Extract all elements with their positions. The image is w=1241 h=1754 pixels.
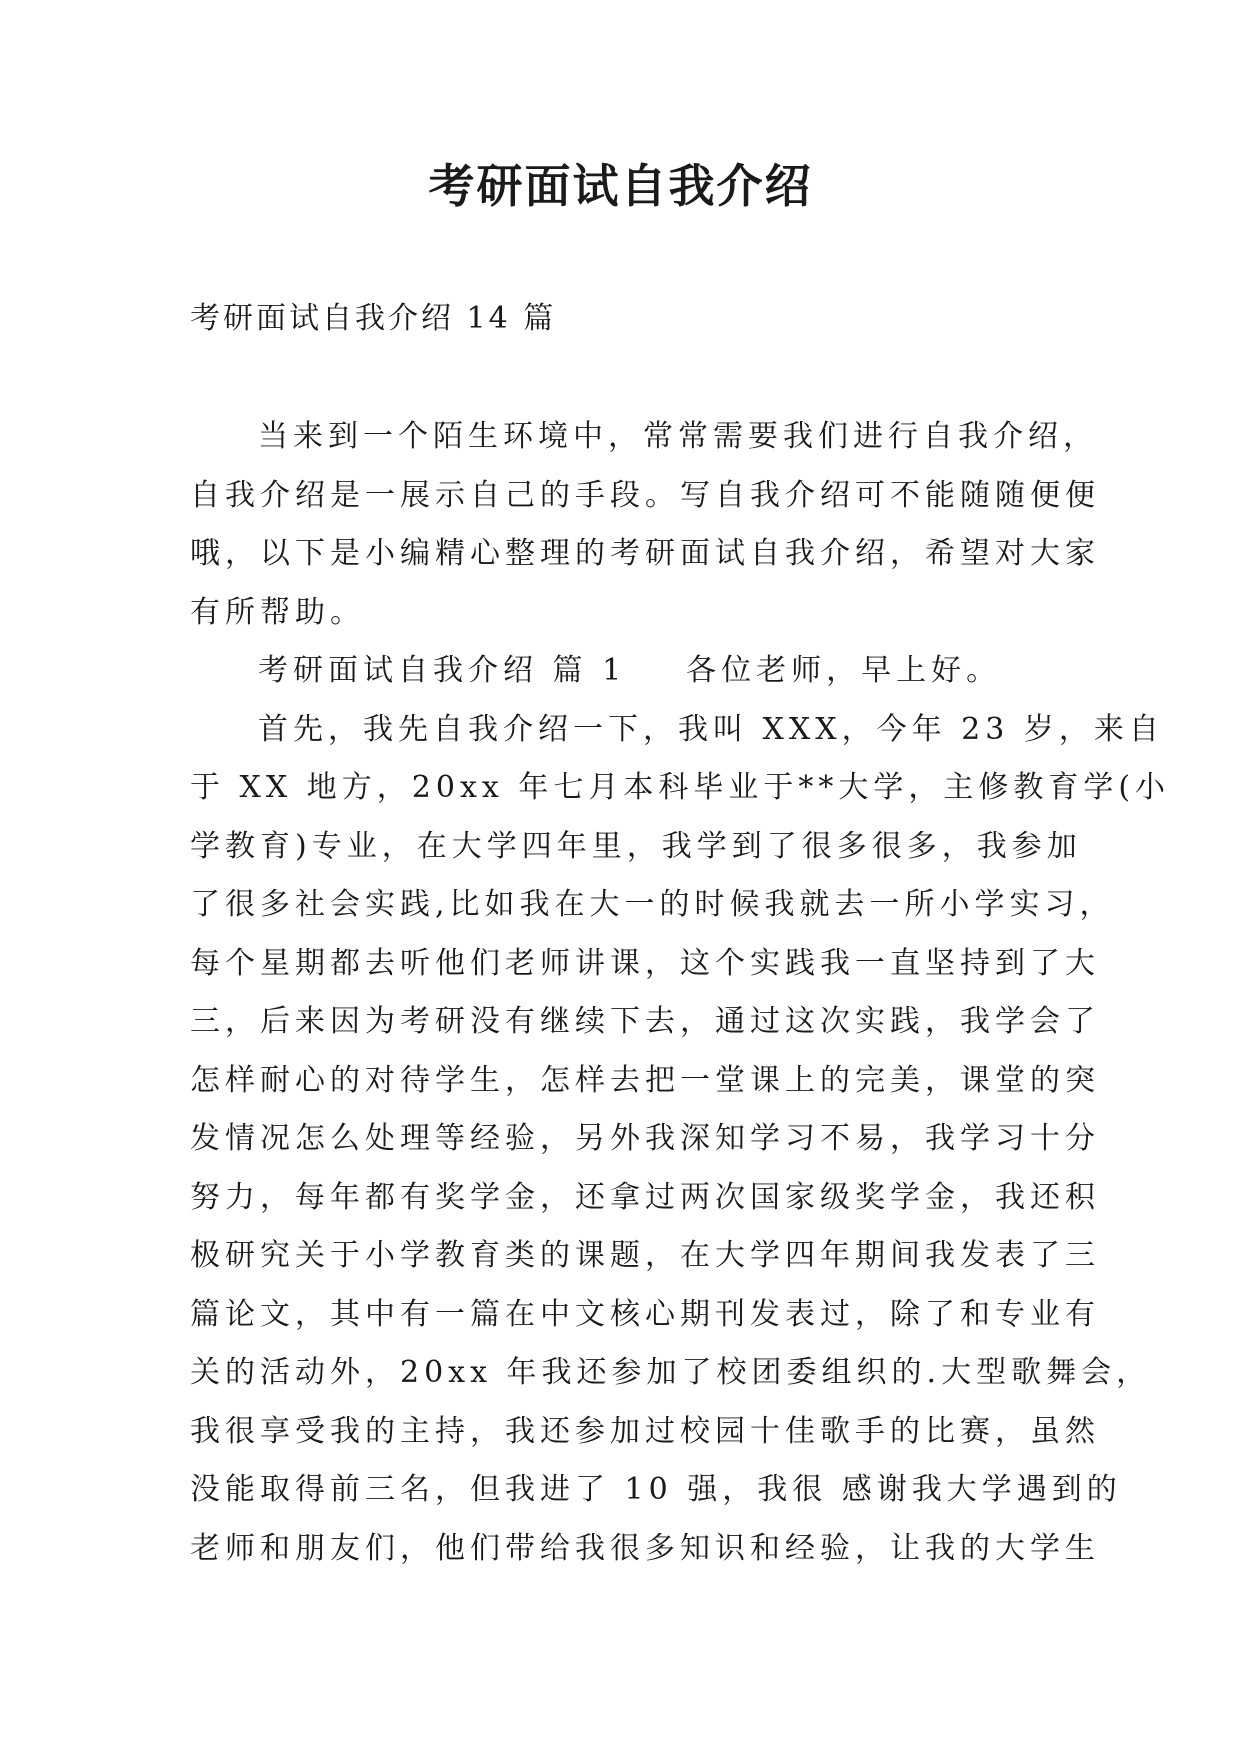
- document-title: 考研面试自我介绍: [428, 159, 813, 213]
- body-line: 老师和朋友们，他们带给我很多知识和经验，让我的大学生: [190, 1530, 1100, 1566]
- body-line: 篇论文，其中有一篇在中文核心期刊发表过，除了和专业有: [190, 1296, 1100, 1332]
- body-line: 我很享受我的主持，我还参加过校园十佳歌手的比赛，虽然: [190, 1413, 1100, 1449]
- document-subtitle: 考研面试自我介绍 14 篇: [190, 301, 557, 336]
- body-line: 怎样耐心的对待学生，怎样去把一堂课上的完美，课堂的突: [190, 1062, 1100, 1098]
- section-heading: 考研面试自我介绍 篇 1: [258, 653, 627, 688]
- intro-line: 哦，以下是小编精心整理的考研面试自我介绍，希望对大家: [190, 536, 1100, 571]
- intro-line: 当来到一个陌生环境中，常常需要我们进行自我介绍，: [258, 419, 1098, 454]
- body-line: 首先，我先自我介绍一下，我叫 XXX，今年 23 岁，来自: [258, 711, 1164, 747]
- body-line: 努力，每年都有奖学金，还拿过两次国家级奖学金，我还积: [190, 1179, 1100, 1215]
- body-line: 极研究关于小学教育类的课题，在大学四年期间我发表了三: [190, 1238, 1100, 1273]
- body-line: 每个星期都去听他们老师讲课，这个实践我一直坚持到了大: [190, 945, 1100, 981]
- body-line: 了很多社会实践,比如我在大一的时候我就去一所小学实习，: [190, 887, 1115, 922]
- intro-line: 有所帮助。: [190, 594, 365, 630]
- document-body: [190, 408, 1171, 1578]
- greeting: 各位老师，早上好。: [686, 653, 1002, 688]
- body-line: 于 XX 地方，20xx 年七月本科毕业于**大学，主修教育学(小: [190, 770, 1171, 805]
- section-heading-line: [190, 642, 1070, 701]
- body-line: 学教育)专业，在大学四年里，我学到了很多很多，我参加: [190, 828, 1082, 864]
- body-line: 关的活动外，20xx 年我还参加了校团委组织的.大型歌舞会，: [190, 1355, 1152, 1390]
- body-line: 没能取得前三名，但我进了 10 强，我很 感谢我大学遇到的: [190, 1472, 1122, 1507]
- body-line: 三，后来因为考研没有继续下去，通过这次实践，我学会了: [190, 1004, 1100, 1039]
- intro-line: 自我介绍是一展示自己的手段。写自我介绍可不能随随便便: [190, 477, 1100, 513]
- body-line: 发情况怎么处理等经验，另外我深知学习不易，我学习十分: [190, 1121, 1100, 1156]
